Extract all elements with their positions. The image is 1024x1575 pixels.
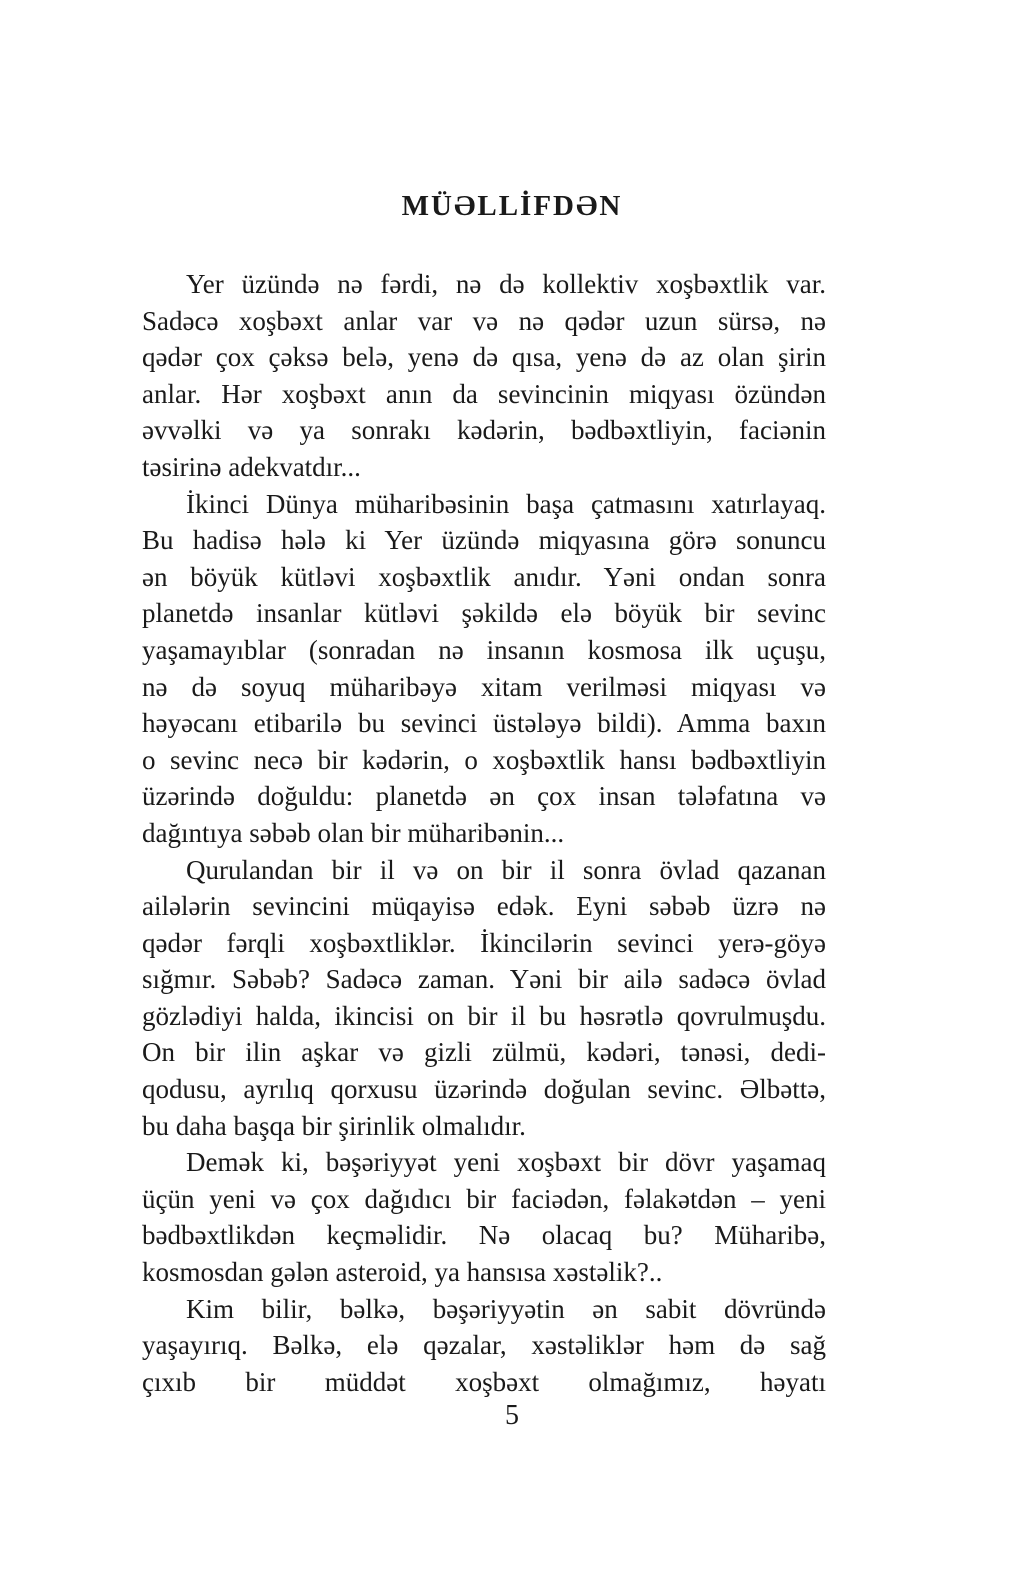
text-line: həyəcanı etibarilə bu sevinci üstələyə bildi). Amma baxın [142, 708, 826, 739]
body-text [142, 266, 826, 1400]
text-line: bu daha başqa bir şirinlik olmalıdır. [142, 1110, 526, 1141]
text-line: sığmır. Səbəb? Sadəcə zaman. Yəni bir ailə sadəcə övlad [142, 964, 826, 995]
text-line: kosmosdan gələn asteroid, ya hansısa xəstəlik?.. [142, 1257, 663, 1288]
text-line: Demək ki, bəşəriyyət yeni xoşbəxt bir dövr yaşamaq [186, 1147, 826, 1178]
text-line: Kim bilir, bəlkə, bəşəriyyətin ən sabit dövründə [186, 1293, 826, 1324]
text-line: planetdə insanlar kütləvi şəkildə elə böyük bir sevinc [142, 598, 826, 629]
text-line: dağıntıya səbəb olan bir müharibənin... [142, 817, 565, 848]
text-line: ən böyük kütləvi xoşbəxtlik anıdır. Yəni ondan sonra [142, 561, 826, 592]
text-line: yaşamayıblar (sonradan nə insanın kosmosa ilk uçuşu, [142, 634, 826, 665]
text-line: əvvəlki və ya sonrakı kədərin, bədbəxtliyin, faciənin [142, 415, 826, 446]
text-line: İkinci Dünya müharibəsinin başa çatmasını xatırlayaq. [186, 488, 826, 519]
text-line: qədər fərqli xoşbəxtliklər. İkincilərin sevinci yerə-göyə [142, 927, 826, 958]
text-line: qodusu, ayrılıq qorxusu üzərində doğulan sevinc. Əlbəttə, [142, 1074, 826, 1105]
text-line: təsirinə adekvatdır... [142, 451, 361, 482]
text-line: anlar. Hər xoşbəxt anın da sevincinin miqyası özündən [142, 378, 826, 409]
text-line: Yer üzündə nə fərdi, nə də kollektiv xoşbəxtlik var. [186, 269, 826, 299]
text-line: çıxıb bir müddət xoşbəxt olmağımız, həyatı [142, 1366, 826, 1397]
text-line: qədər çox çəksə belə, yenə də qısa, yenə də az olan şirin [142, 342, 826, 373]
text-line: Sadəcə xoşbəxt anlar var və nə qədər uzun sürsə, nə [142, 305, 826, 336]
text-line: üzərində doğuldu: planetdə ən çox insan tələfatına və [142, 781, 826, 812]
text-line: o sevinc necə bir kədərin, o xoşbəxtlik hansı bədbəxtliyin [142, 744, 826, 775]
page-title: MÜƏLLİFDƏN [401, 190, 623, 222]
text-line: nə də soyuq müharibəyə xitam verilməsi miqyası və [142, 671, 826, 702]
text-line: yaşayırıq. Bəlkə, elə qəzalar, xəstəliklər həm də sağ [142, 1330, 826, 1361]
text-line: gözlədiyi halda, ikincisi on bir il bu həsrətlə qovrulmuşdu. [142, 1000, 826, 1031]
text-line: Qurulandan bir il və on bir il sonra övlad qazanan [186, 854, 826, 885]
text-line: bədbəxtlikdən keçməlidir. Nə olacaq bu? Müharibə, [142, 1220, 826, 1251]
page-number: 5 [505, 1400, 519, 1431]
text-line: Bu hadisə hələ ki Yer üzündə miqyasına görə sonuncu [142, 525, 826, 556]
text-line: ailələrin sevincini müqayisə edək. Eyni səbəb üzrə nə [142, 891, 826, 922]
text-line: üçün yeni və çox dağıdıcı bir faciədən, fəlakətdən – yeni [142, 1183, 826, 1214]
text-line: On bir ilin aşkar və gizli zülmü, kədəri, tənəsi, dedi- [142, 1037, 826, 1068]
